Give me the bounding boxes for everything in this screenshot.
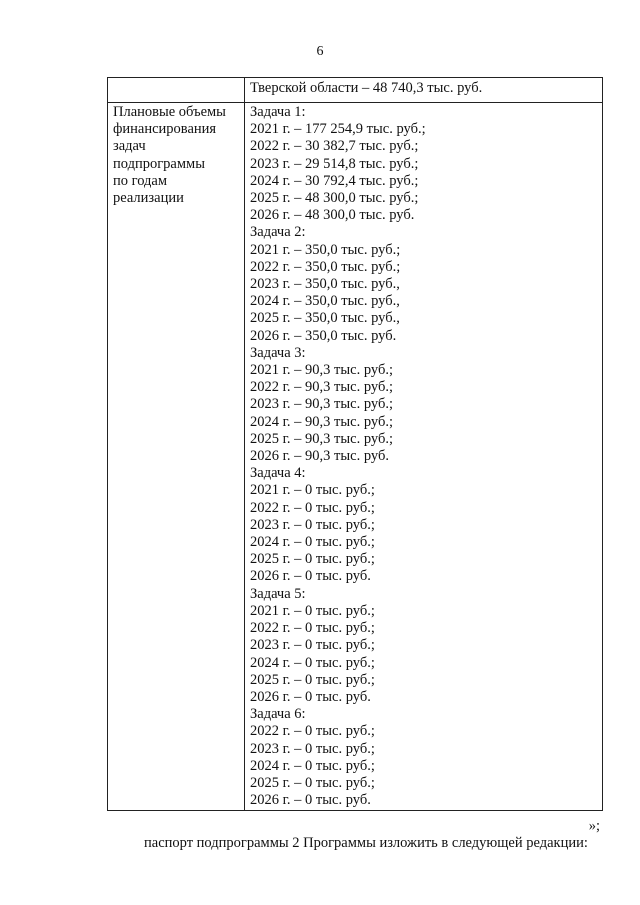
task-line: 2024 г. – 0 тыс. руб.;: [250, 534, 375, 551]
closing-quote-mark: »;: [588, 818, 600, 834]
task-line: 2023 г. – 350,0 тыс. руб.,: [250, 276, 400, 293]
task-line: 2023 г. – 0 тыс. руб.;: [250, 637, 375, 654]
task-line: 2025 г. – 90,3 тыс. руб.;: [250, 430, 393, 447]
task-line: 2022 г. – 30 382,7 тыс. руб.;: [250, 138, 419, 155]
task-line: 2021 г. – 0 тыс. руб.;: [250, 602, 375, 619]
task-line: 2021 г. – 350,0 тыс. руб.;: [250, 241, 401, 258]
financing-values-cell: [245, 103, 603, 811]
task-line: 2022 г. – 90,3 тыс. руб.;: [250, 379, 393, 396]
task-line: 2024 г. – 350,0 тыс. руб.,: [250, 293, 400, 310]
table-row-top: [108, 78, 603, 103]
label-line: Плановые объемы: [113, 104, 226, 120]
task-line: 2025 г. – 48 300,0 тыс. руб.;: [250, 190, 419, 207]
task-line: 2022 г. – 0 тыс. руб.;: [250, 499, 375, 516]
task-line: 2023 г. – 0 тыс. руб.;: [250, 740, 375, 757]
task-block-1: [250, 104, 599, 224]
task-line: 2026 г. – 0 тыс. руб.: [250, 688, 371, 705]
label-line: финансирования: [113, 121, 217, 138]
task-line: 2023 г. – 90,3 тыс. руб.;: [250, 396, 393, 413]
task-block-3: [250, 345, 599, 465]
top-value-cell: Тверской области – 48 740,3 тыс. руб.: [245, 78, 603, 103]
task-line: 2025 г. – 0 тыс. руб.;: [250, 551, 375, 568]
task-line: 2024 г. – 30 792,4 тыс. руб.;: [250, 172, 419, 189]
task-line: 2025 г. – 350,0 тыс. руб.,: [250, 310, 400, 327]
task-block-5: [250, 586, 599, 706]
task-line: 2024 г. – 0 тыс. руб.;: [250, 757, 375, 774]
task-line: 2024 г. – 0 тыс. руб.;: [250, 654, 375, 671]
task-title: Задача 4:: [250, 465, 306, 482]
page-number: 6: [316, 44, 324, 59]
task-line: 2025 г. – 0 тыс. руб.;: [250, 774, 375, 791]
empty-label-cell: [108, 78, 245, 103]
task-line: 2026 г. – 0 тыс. руб.: [250, 568, 371, 585]
task-line: 2022 г. – 0 тыс. руб.;: [250, 723, 375, 740]
label-line: подпрограммы: [113, 155, 205, 172]
task-line: 2023 г. – 0 тыс. руб.;: [250, 516, 375, 533]
task-line: 2021 г. – 177 254,9 тыс. руб.;: [250, 121, 426, 138]
task-title: Задача 2:: [250, 224, 306, 241]
task-line: 2021 г. – 0 тыс. руб.;: [250, 482, 375, 499]
task-block-2: [250, 224, 599, 344]
task-line: 2022 г. – 350,0 тыс. руб.;: [250, 258, 401, 275]
task-line: 2026 г. – 48 300,0 тыс. руб.: [250, 207, 415, 224]
table-row-financing: [108, 103, 603, 811]
task-line: 2026 г. – 350,0 тыс. руб.: [250, 327, 397, 344]
task-line: 2022 г. – 0 тыс. руб.;: [250, 620, 375, 637]
instruction-paragraph: паспорт подпрограммы 2 Программы изложить в следующей редакции:: [144, 835, 588, 851]
task-title: Задача 1:: [250, 104, 306, 120]
task-line: 2023 г. – 29 514,8 тыс. руб.;: [250, 155, 419, 172]
task-title: Задача 3:: [250, 344, 306, 361]
financing-label-cell: [108, 103, 245, 811]
task-line: 2026 г. – 0 тыс. руб.: [250, 792, 371, 809]
task-line: 2026 г. – 90,3 тыс. руб.: [250, 448, 389, 465]
task-line: 2024 г. – 90,3 тыс. руб.;: [250, 413, 393, 430]
task-block-6: [250, 706, 599, 809]
label-line: задач: [113, 138, 146, 155]
task-title: Задача 6:: [250, 706, 306, 723]
label-line: реализации: [113, 190, 184, 207]
task-title: Задача 5:: [250, 585, 306, 602]
task-line: 2025 г. – 0 тыс. руб.;: [250, 671, 375, 688]
task-line: 2021 г. – 90,3 тыс. руб.;: [250, 362, 393, 379]
label-line: по годам: [113, 172, 168, 189]
task-block-4: [250, 465, 599, 585]
passport-table: [107, 77, 603, 811]
